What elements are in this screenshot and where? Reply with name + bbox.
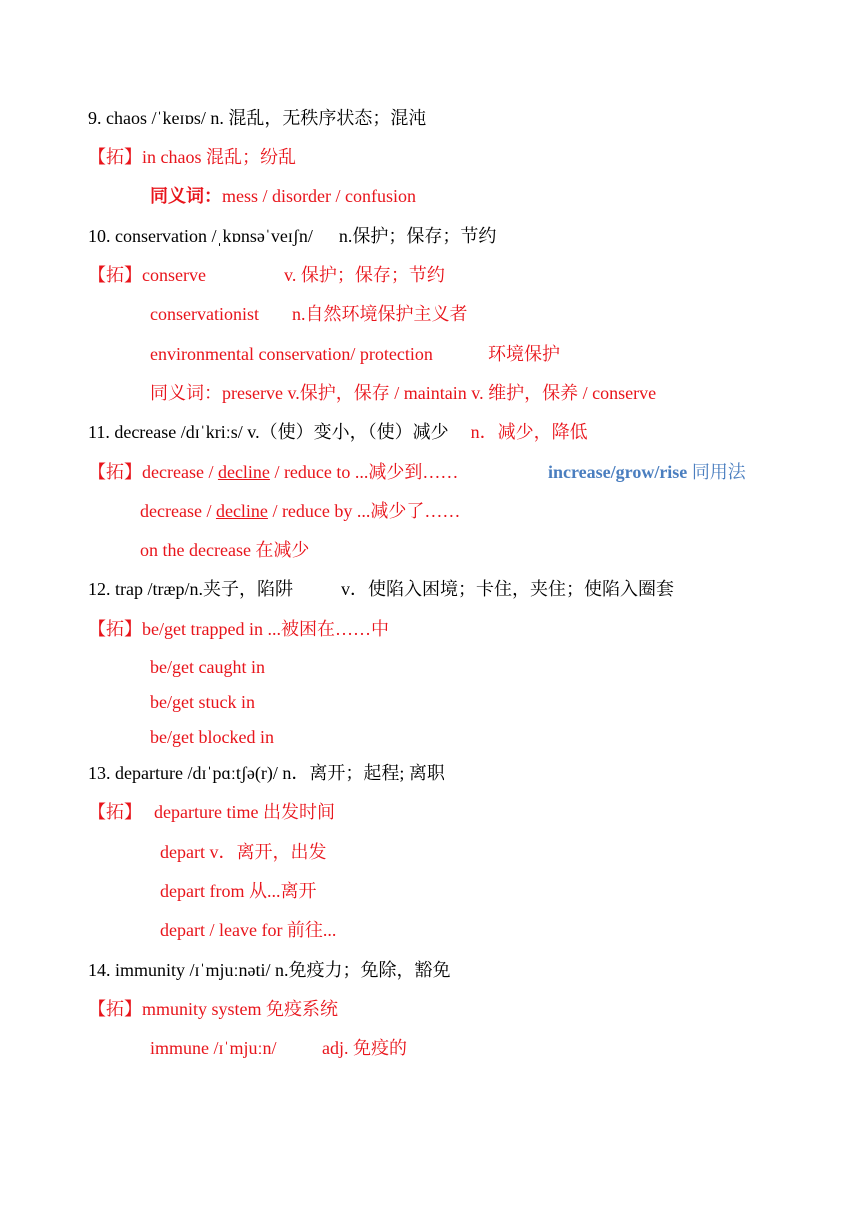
extension-word: immune /ɪˈmjuːn/ [150,1038,277,1058]
extension-text: mmunity system 免疫系统 [142,999,339,1019]
entry-decrease-heading [88,421,588,443]
extension-tag: 【拓】 [88,802,142,822]
extension-text: in chaos 混乱；纷乱 [142,147,296,167]
entry-departure-extension-3: depart from 从...离开 [160,881,317,901]
entry-decrease-extension-2 [140,500,460,522]
entry-immunity-heading: 14. immunity /ɪˈmjuːnəti/ n.免疫力；免除，豁免 [88,960,451,980]
underlined-word: decline [217,462,270,482]
entry-departure-extension-4: depart / leave for 前往... [160,920,337,940]
extension-tag: 【拓】 [88,147,142,167]
extension-definition: v. 保护；保存；节约 [284,265,445,285]
entry-conservation-synonyms: 同义词：preserve v.保护，保存 / maintain v. 维护，保养 / conserve [150,383,657,403]
entry-immunity-extension-1 [88,998,338,1020]
entry-conservation-extension-3 [150,343,560,365]
extension-text: decrease / [142,462,218,482]
extension-tag: 【拓】 [88,265,142,285]
synonym-text: mess / disorder / confusion [222,186,416,206]
entry-chaos-heading: 9. chaos /ˈkeɪɒs/ n. 混乱，无秩序状态；混沌 [88,108,427,128]
extension-tag: 【拓】 [88,462,142,482]
entry-departure-extension-1 [88,801,335,823]
heading-word: 12. trap /træp/n.夹子，陷阱 [88,579,293,599]
entry-trap-extension-4: be/get blocked in [150,727,274,747]
usage-note-words: increase/grow/rise [548,462,688,482]
extension-tag: 【拓】 [88,619,142,639]
heading-definition: n.保护；保存；节约 [338,226,497,246]
entry-immunity-extension-2 [150,1037,407,1059]
extension-word: environmental conservation/ protection [150,344,433,364]
extension-definition: 环境保护 [488,344,560,364]
entry-departure-extension-2: depart v．离开，出发 [160,842,327,862]
entry-conservation-extension-2 [150,303,468,325]
entry-chaos-extension [88,146,296,168]
heading-noun-definition: n．减少，降低 [470,422,588,442]
heading-word: 11. decrease /dɪˈkriːs/ v.（使）变小，（使）减少 [88,422,449,442]
heading-word: 10. conservation /ˌkɒnsəˈveɪʃn/ [88,226,313,246]
usage-note-text: 同用法 [687,462,746,482]
entry-decrease-extension-1 [88,461,458,483]
entry-chaos-synonyms [150,185,416,207]
heading-verb-definition: v．使陷入困境；卡住，夹住；使陷入圈套 [341,579,674,599]
extension-word: conservationist [150,304,259,324]
entry-trap-heading [88,578,674,600]
entry-trap-extension-1 [88,618,389,640]
extension-text: / reduce by ...减少了…… [267,501,461,521]
extension-text: / reduce to ...减少到…… [269,462,459,482]
extension-text: be/get trapped in ...被困在……中 [142,619,389,639]
extension-text: departure time 出发时间 [154,802,335,822]
extension-definition: n.自然环境保护主义者 [292,304,468,324]
extension-text: decrease / [140,501,216,521]
entry-departure-heading: 13. departure /dɪˈpɑːtʃə(r)/ n．离开；起程; 离职 [88,763,445,783]
extension-word: conserve [142,265,206,285]
entry-trap-extension-3: be/get stuck in [150,692,255,712]
extension-tag: 【拓】 [88,999,142,1019]
entry-decrease-extension-3: on the decrease 在减少 [140,540,310,560]
underlined-word: decline [215,501,268,521]
entry-conservation-extension-1 [88,264,445,286]
synonym-label: 同义词： [150,186,222,206]
entry-trap-extension-2: be/get caught in [150,657,265,677]
extension-definition: adj. 免疫的 [322,1038,407,1058]
entry-conservation-heading [88,225,496,247]
entry-decrease-usage-note [548,461,746,483]
